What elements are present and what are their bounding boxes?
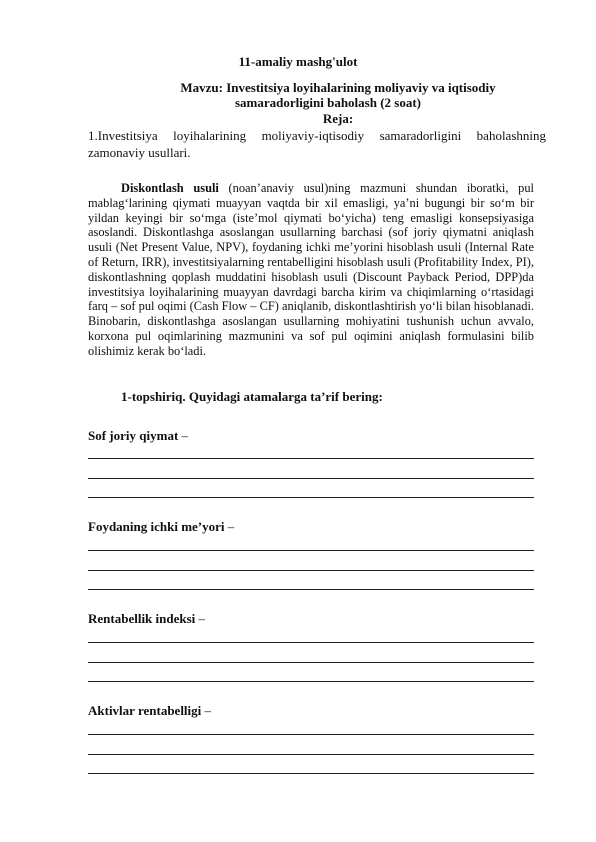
topic-line-2: samaradorligini baholash (2 soat) [235, 95, 421, 110]
document-title: 11-amaliy mashg'ulot [238, 54, 358, 69]
task-heading: 1-topshiriq. Quyidagi atamalarga ta’rif bering: [121, 389, 383, 404]
plan-item: 1.Investitsiya loyihalarining moliyaviy-iqtisodiy samaradorligini baholashning zamonaviy usullari. [88, 128, 546, 160]
answer-line[interactable] [88, 754, 534, 755]
answer-line[interactable] [88, 589, 534, 590]
term-label: Rentabellik indeksi – [88, 611, 206, 626]
plan-label: Reja: [322, 111, 354, 126]
answer-line[interactable] [88, 570, 534, 571]
answer-line[interactable] [88, 734, 534, 735]
answer-line[interactable] [88, 681, 534, 682]
topic-line-1: Mavzu: Investitsiya loyihalarining moliyaviy va iqtisodiy [180, 80, 496, 95]
term-label: Foydaning ichki me’yori – [88, 519, 235, 534]
answer-line[interactable] [88, 458, 534, 459]
paragraph-lead: Diskontlash usuli [121, 181, 219, 195]
body-paragraph [88, 181, 534, 359]
answer-line[interactable] [88, 642, 534, 643]
answer-line[interactable] [88, 773, 534, 774]
term-label: Aktivlar rentabelligi – [88, 703, 212, 718]
term-label: Sof joriy qiymat – [88, 428, 189, 443]
answer-line[interactable] [88, 497, 534, 498]
answer-line[interactable] [88, 550, 534, 551]
paragraph-text: (noan’anaviy usul)ning mazmuni shundan iboratki, pul mablag‘larining qiymati muayyan vaqtda bir xil emasligi, ya’ni bugungi bir so‘m bir yildan keyingi bir so‘mga (iste’mol qiymati bo‘yicha) teng emasligi konsepsiyasiga asoslandi. Diskontlashga asoslangan usullarning barchasi (sof joriy qiymatni aniqlash usuli (Net Present Value, NPV), foydaning ichki me’yorini hisoblash usuli (Internal Rate of Return, IRR), investitsiyalarning rentabelligini hisoblash usuli (Profitability Index, PI), diskontlashning qoplash muddatini hisoblash usuli (Discount Payback Period, DPP)da investitsiya loyihalarining muayyan davrdagi barcha kirim va chiqimlarning o‘rtasidagi farq – sof pul oqimi (Cash Flow – CF) aniqlanib, diskontlashtirish yo‘li bilan hisoblanadi. Binobarin, diskontlashga asoslangan usullarning mohiyatini tushunish uchun avvalo, korxona pul oqimlarining mazmunini va sof pul oqimini aniqlash formulasini bilib olishimiz kerak bo‘ladi. [88, 181, 534, 358]
answer-line[interactable] [88, 662, 534, 663]
answer-line[interactable] [88, 478, 534, 479]
